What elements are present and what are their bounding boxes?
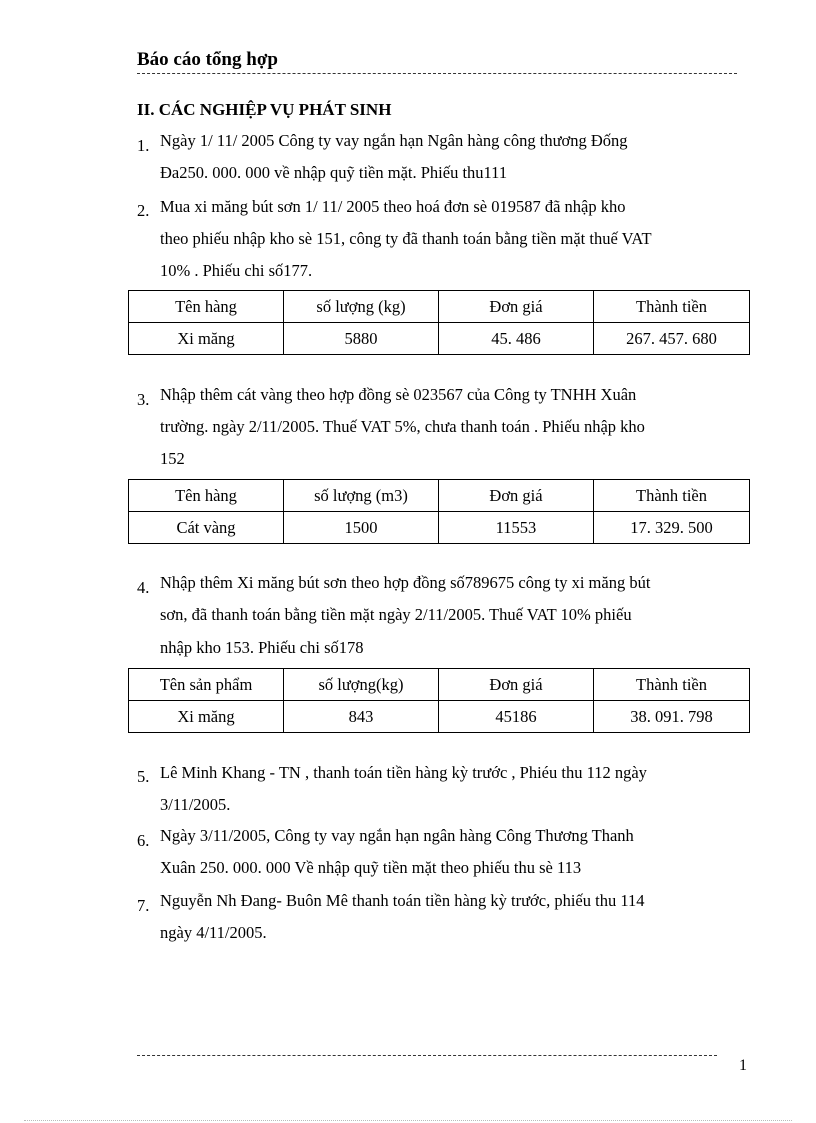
item-text: Ngày 1/ 11/ 2005 Công ty vay ngắn hạn Ngân hàng công thương Đống xyxy=(160,131,628,150)
item-text: trường. ngày 2/11/2005. Thuế VAT 5%, chưa thanh toán . Phiếu nhập kho xyxy=(160,417,645,436)
table-header-cell: Đơn giá xyxy=(439,669,594,701)
item-text: Nguyễn Nh Đang- Buôn Mê thanh toán tiền hàng kỳ trước, phiếu thu 114 xyxy=(160,891,645,910)
table-row xyxy=(129,512,750,544)
table-header-cell: Thành tiền xyxy=(594,480,750,512)
table-cell: 45186 xyxy=(439,701,594,733)
header-title: Báo cáo tổng hợp xyxy=(137,49,278,70)
item-text: Nhập thêm Xi măng bút sơn theo hợp đồng số789675 công ty xi măng bút xyxy=(160,573,651,592)
table-row xyxy=(129,701,750,733)
header-divider xyxy=(137,73,737,74)
table-cell: 17. 329. 500 xyxy=(594,512,750,544)
item-text: Mua xi măng bút sơn 1/ 11/ 2005 theo hoá đơn sè 019587 đã nhập kho xyxy=(160,197,626,216)
table-header-cell: Tên hàng xyxy=(129,480,284,512)
item-text: Xuân 250. 000. 000 Về nhập quỹ tiền mặt theo phiếu thu sè 113 xyxy=(160,858,582,877)
table-header-cell: Thành tiền xyxy=(594,669,750,701)
data-table xyxy=(128,290,750,355)
page-number: 1 xyxy=(739,1057,747,1074)
table-header-cell: Tên hàng xyxy=(129,291,284,323)
item-text: theo phiếu nhập kho sè 151, công ty đã thanh toán bằng tiền mặt thuế VAT xyxy=(160,229,652,248)
table-cell: 38. 091. 798 xyxy=(594,701,750,733)
table-cell: Xi măng xyxy=(129,701,284,733)
item-number: 3. xyxy=(137,390,150,409)
item-number: 2. xyxy=(137,201,150,220)
section-title: II. CÁC NGHIỆP VỤ PHÁT SINH xyxy=(137,100,392,119)
table-header-cell: Tên sản phẩm xyxy=(129,669,284,701)
item-text: 3/11/2005. xyxy=(160,795,231,814)
item-number: 5. xyxy=(137,767,150,786)
item-text: Đa250. 000. 000 về nhập quỹ tiền mặt. Phiếu thu111 xyxy=(160,163,508,182)
table-header-row xyxy=(129,291,750,323)
item-text: 10% . Phiếu chi số177. xyxy=(160,261,313,280)
table-header-row xyxy=(129,480,750,512)
table-cell: 1500 xyxy=(284,512,439,544)
data-table xyxy=(128,668,750,733)
table-cell: 45. 486 xyxy=(439,323,594,355)
item-text: nhập kho 153. Phiếu chi số178 xyxy=(160,638,364,657)
item-text: ngày 4/11/2005. xyxy=(160,923,267,942)
page-bottom-border xyxy=(24,1120,792,1121)
item-number: 4. xyxy=(137,578,150,597)
table-header-cell: số lượng (kg) xyxy=(284,291,439,323)
item-text: Nhập thêm cát vàng theo hợp đồng sè 023567 của Công ty TNHH Xuân xyxy=(160,385,637,404)
item-text: Ngày 3/11/2005, Công ty vay ngắn hạn ngân hàng Công Thương Thanh xyxy=(160,826,634,845)
table-header-row xyxy=(129,669,750,701)
item-number: 7. xyxy=(137,896,150,915)
table-cell: 843 xyxy=(284,701,439,733)
footer-divider xyxy=(137,1055,717,1056)
item-number: 1. xyxy=(137,136,150,155)
table-header-cell: số lượng (m3) xyxy=(284,480,439,512)
table-row xyxy=(129,323,750,355)
table-header-cell: Thành tiền xyxy=(594,291,750,323)
table-cell: 267. 457. 680 xyxy=(594,323,750,355)
item-text: sơn, đã thanh toán bằng tiền mặt ngày 2/11/2005. Thuế VAT 10% phiếu xyxy=(160,605,632,624)
table-cell: 11553 xyxy=(439,512,594,544)
table-cell: Xi măng xyxy=(129,323,284,355)
item-number: 6. xyxy=(137,831,150,850)
item-text: Lê Minh Khang - TN , thanh toán tiền hàng kỳ trước , Phiéu thu 112 ngày xyxy=(160,763,647,782)
table-header-cell: Đơn giá xyxy=(439,291,594,323)
item-text: 152 xyxy=(160,449,185,468)
table-cell: 5880 xyxy=(284,323,439,355)
data-table xyxy=(128,479,750,544)
table-cell: Cát vàng xyxy=(129,512,284,544)
table-header-cell: Đơn giá xyxy=(439,480,594,512)
table-header-cell: số lượng(kg) xyxy=(284,669,439,701)
